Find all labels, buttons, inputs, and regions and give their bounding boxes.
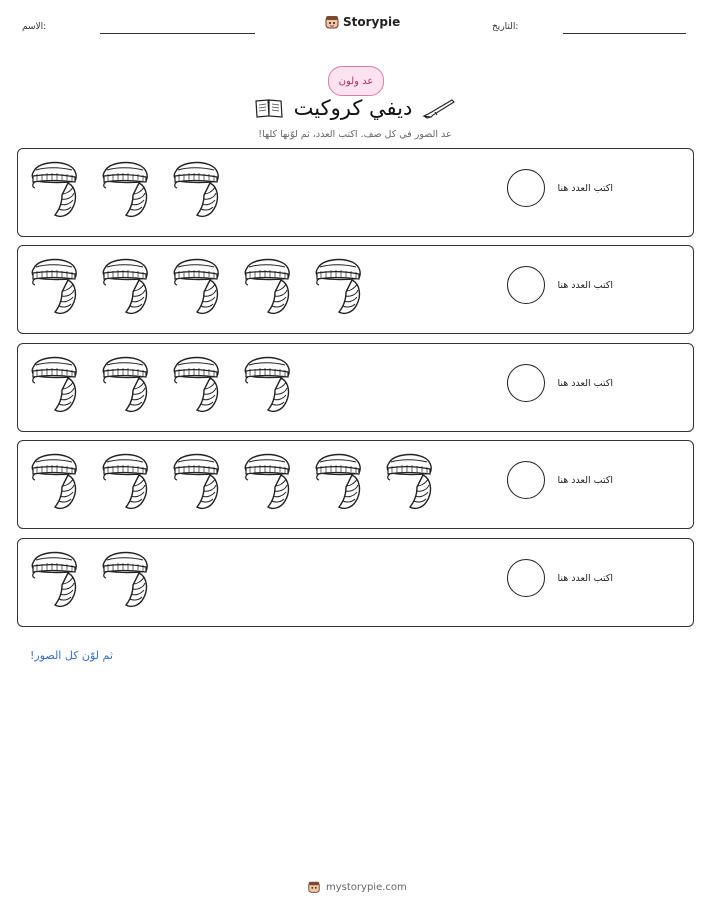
coonskin-cap-icon bbox=[312, 256, 383, 318]
coonskin-cap-icon bbox=[28, 549, 99, 611]
title-text: ديفي كروكيت bbox=[293, 96, 413, 120]
coonskin-cap-icon bbox=[28, 354, 99, 416]
name-line[interactable] bbox=[100, 33, 255, 34]
answer-circle[interactable] bbox=[507, 559, 545, 597]
brand-name: Storypie bbox=[343, 15, 401, 29]
coonskin-cap-icon bbox=[28, 159, 99, 221]
coonskin-cap-icon bbox=[28, 256, 99, 318]
coonskin-cap-icon bbox=[99, 159, 170, 221]
instructions: عد الصور في كل صف. اكتب العدد، ثم لوّنها كلها! bbox=[258, 129, 452, 140]
write-number-prompt: اكتب العدد هنا bbox=[557, 378, 613, 389]
date-label: التاريخ: bbox=[492, 22, 519, 32]
coonskin-cap-icon bbox=[170, 256, 241, 318]
image-group bbox=[28, 354, 312, 416]
write-number-prompt: اكتب العدد هنا bbox=[557, 475, 613, 486]
coonskin-cap-icon bbox=[312, 451, 383, 513]
coonskin-cap-icon bbox=[170, 159, 241, 221]
date-line[interactable] bbox=[563, 33, 686, 34]
count-row bbox=[17, 343, 694, 432]
answer-circle[interactable] bbox=[507, 461, 545, 499]
coonskin-cap-icon bbox=[99, 549, 170, 611]
coonskin-cap-icon bbox=[241, 354, 312, 416]
worksheet-title bbox=[245, 92, 465, 124]
write-number-prompt: اكتب العدد هنا bbox=[557, 573, 613, 584]
coonskin-cap-icon bbox=[241, 256, 312, 318]
coonskin-cap-icon bbox=[99, 256, 170, 318]
coonskin-cap-icon bbox=[28, 451, 99, 513]
coonskin-cap-icon bbox=[170, 354, 241, 416]
coonskin-cap-icon bbox=[99, 451, 170, 513]
count-row bbox=[17, 148, 694, 237]
color-instruction: ثم لوّن كل الصور! bbox=[30, 649, 113, 662]
coonskin-cap-icon bbox=[99, 354, 170, 416]
storypie-mascot-icon bbox=[307, 880, 321, 894]
answer-circle[interactable] bbox=[507, 364, 545, 402]
coonskin-cap-icon bbox=[383, 451, 454, 513]
image-group bbox=[28, 451, 454, 513]
activity-badge: عد ولون bbox=[328, 66, 384, 96]
storypie-mascot-icon bbox=[324, 14, 340, 30]
coonskin-cap-icon bbox=[170, 451, 241, 513]
footer-site: mystorypie.com bbox=[326, 881, 407, 893]
book-icon bbox=[254, 97, 284, 119]
footer-brand bbox=[307, 880, 407, 894]
count-row bbox=[17, 245, 694, 334]
brand-logo bbox=[324, 14, 400, 30]
count-row bbox=[17, 440, 694, 529]
write-number-prompt: اكتب العدد هنا bbox=[557, 183, 613, 194]
rifle-icon bbox=[422, 97, 456, 119]
image-group bbox=[28, 256, 383, 318]
coonskin-cap-icon bbox=[241, 451, 312, 513]
image-group bbox=[28, 159, 241, 221]
image-group bbox=[28, 549, 170, 611]
write-number-prompt: اكتب العدد هنا bbox=[557, 280, 613, 291]
count-row bbox=[17, 538, 694, 627]
name-label: الاسم: bbox=[22, 22, 47, 32]
answer-circle[interactable] bbox=[507, 266, 545, 304]
answer-circle[interactable] bbox=[507, 169, 545, 207]
